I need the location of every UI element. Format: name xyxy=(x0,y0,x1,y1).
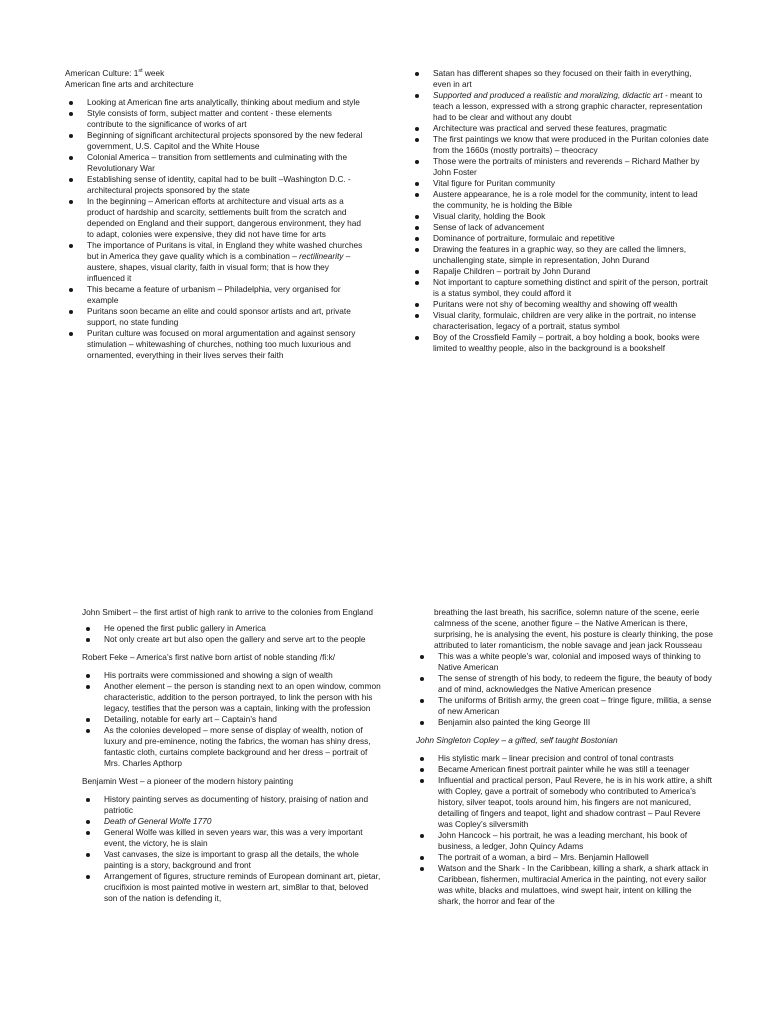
list-item: History painting serves as documenting of history, praising of nation and patriotic xyxy=(82,794,382,816)
list-item: Supported and produced a realistic and moralizing, didactic art - meant to teach a lesson, expressed with a strong graphic character, representation had to be clear and without any doubt xyxy=(411,90,711,123)
notes-column-bottom-left xyxy=(82,607,382,904)
list-item: Boy of the Crossfield Family – portrait, a boy holding a book, books were limited to wealthy people, also in the background is a bookshelf xyxy=(411,332,711,354)
list-item: Puritan culture was focused on moral argumentation and against sensory stimulation – whitewashing of churches, nothing too much luxurious and ornamented, everything in their lives serves their faith xyxy=(65,328,365,361)
bullet-list xyxy=(82,794,382,904)
heading-feke: Robert Feke – America’s first native born artist of noble standing /fi:k/ xyxy=(82,652,336,662)
list-item: Detailing, notable for early art – Captain’s hand xyxy=(82,714,382,725)
list-item: Watson and the Shark - In the Caribbean, killing a shark, a shark attack in Caribbean, fishermen, multiracial America in the painting, not every sailor was white, blacks and mulattoes, wind swept hair, intent on killing the shark, the horror and fear of the xyxy=(416,863,716,907)
list-item: Visual clarity, formulaic, children are very alike in the portrait, no intense characterisation, legacy of a portrait, status symbol xyxy=(411,310,711,332)
list-item: Influential and practical person, Paul Revere, he is in his work attire, a shift with Copley, gave a portrait of somebody who contributed to America’s history, silver teapot, tools around him, his fingers are not manicured, detailing of fingers and teapot, light and shadow contrast – Paul Revere was Copley’s silversmith xyxy=(416,775,716,830)
bullet-list xyxy=(416,651,716,728)
list-item: Another element – the person is standing next to an open window, common characteristic, addition to the person portrayed, to link the person with his legacy, testifies that the person was a captain, linking with the profession xyxy=(82,681,382,714)
list-item: Colonial America – transition from settlements and culminating with the Revolutionary War xyxy=(65,152,365,174)
list-item: As the colonies developed – more sense of display of wealth, notion of luxury and pre-eminence, noting the fabrics, the woman has shiny dress, fantastic cloth, curtains complete background and her dress – portrait of Mrs. Charles Apthorp xyxy=(82,725,382,769)
bullet-list xyxy=(65,97,365,361)
list-item: John Hancock – his portrait, he was a leading merchant, his book of business, a ledger, John Quincy Adams xyxy=(416,830,716,852)
heading-topic: American fine arts and architecture xyxy=(65,79,194,89)
list-item: The portrait of a woman, a bird – Mrs. Benjamin Hallowell xyxy=(416,852,716,863)
list-item: Rapalje Children – portrait by John Durand xyxy=(411,266,711,277)
list-item: Not only create art but also open the gallery and serve art to the people xyxy=(82,634,382,645)
list-item: Became American finest portrait painter while he was still a teenager xyxy=(416,764,716,775)
list-item: Satan has different shapes so they focused on their faith in everything, even in art xyxy=(411,68,711,90)
list-item: Vital figure for Puritan community xyxy=(411,178,711,189)
heading-week: American Culture: 1st week xyxy=(65,68,165,78)
bullet-list xyxy=(82,670,382,769)
list-item: He opened the first public gallery in America xyxy=(82,623,382,634)
list-item: Not important to capture something distinct and spirit of the person, portrait is a status symbol, they could afford it xyxy=(411,277,711,299)
list-item: The importance of Puritans is vital, in England they white washed churches but in America they gave quality which is a combination – rectilinearity – austere, shapes, visual clarity, faith in visual form; that is how they influenced it xyxy=(65,240,365,284)
list-item: Puritans were not shy of becoming wealthy and showing off wealth xyxy=(411,299,711,310)
heading-smibert: John Smibert – the first artist of high rank to arrive to the colonies from England xyxy=(82,607,373,617)
list-item: Style consists of form, subject matter and content - these elements contribute to the significance of works of art xyxy=(65,108,365,130)
bullet-list xyxy=(411,68,711,354)
list-item: Benjamin also painted the king George III xyxy=(416,717,716,728)
heading-west: Benjamin West – a pioneer of the modern history painting xyxy=(82,776,294,786)
list-item: Sense of lack of advancement xyxy=(411,222,711,233)
list-item: Visual clarity, holding the Book xyxy=(411,211,711,222)
list-item: Vast canvases, the size is important to grasp all the details, the whole painting is a story, background and front xyxy=(82,849,382,871)
list-item: The first paintings we know that were produced in the Puritan colonies date from the 1660s (mostly portraits) – theocracy xyxy=(411,134,711,156)
list-item: Architecture was practical and served these features, pragmatic xyxy=(411,123,711,134)
list-item: Those were the portraits of ministers and reverends – Richard Mather by John Foster xyxy=(411,156,711,178)
list-item: This was a white people’s war, colonial and imposed ways of thinking to Native American xyxy=(416,651,716,673)
list-item: General Wolfe was killed in seven years war, this was a very important event, the victory, he is slain xyxy=(82,827,382,849)
list-item: The sense of strength of his body, to redeem the figure, the beauty of body and of mind, acknowledges the Native American presence xyxy=(416,673,716,695)
notes-column-top-left xyxy=(65,68,365,361)
list-item: In the beginning – American efforts at architecture and visual arts as a product of hardship and scarcity, settlements built from the scratch and depended on England and their support, dangerous environment, they had to adapt, colonies were expensive, they did not have time for arts xyxy=(65,196,365,240)
list-item: His portraits were commissioned and showing a sign of wealth xyxy=(82,670,382,681)
list-item: Looking at American fine arts analytically, thinking about medium and style xyxy=(65,97,365,108)
list-item: Establishing sense of identity, capital had to be built –Washington D.C. - architectural projects sponsored by the state xyxy=(65,174,365,196)
list-item: His stylistic mark – linear precision and control of tonal contrasts xyxy=(416,753,716,764)
list-item: Death of General Wolfe 1770 xyxy=(82,816,382,827)
bullet-list xyxy=(416,753,716,907)
list-item: Austere appearance, he is a role model for the community, intent to lead the community, he is holding the Bible xyxy=(411,189,711,211)
notes-column-bottom-right xyxy=(416,607,716,907)
list-item: Puritans soon became an elite and could sponsor artists and art, private support, no state funding xyxy=(65,306,365,328)
list-item: Beginning of significant architectural projects sponsored by the new federal government, U.S. Capitol and the White House xyxy=(65,130,365,152)
notes-column-top-right xyxy=(411,68,711,354)
list-item: The uniforms of British army, the green coat – fringe figure, militia, a sense of new American xyxy=(416,695,716,717)
list-item: This became a feature of urbanism – Philadelphia, very organised for example xyxy=(65,284,365,306)
list-item: Drawing the features in a graphic way, so they are called the limners, unchallenging state, simple in representation, John Durand xyxy=(411,244,711,266)
bullet-list xyxy=(82,623,382,645)
continuation-text: breathing the last breath, his sacrifice, solemn nature of the scene, eerie calmness of the scene, another figure – the Native American is there, surprising, he is analysing the event, his posture is clearly thinking, the pose attributed to later romanticism, the noble savage and jean jack Rousseau xyxy=(434,607,714,650)
heading-copley: John Singleton Copley – a gifted, self taught Bostonian xyxy=(416,735,618,745)
list-item: Arrangement of figures, structure reminds of European dominant art, pietar, crucifixion is most painted motive in western art, sim8lar to that, beloved son of the nation is defending it, xyxy=(82,871,382,904)
list-item: Dominance of portraiture, formulaic and repetitive xyxy=(411,233,711,244)
